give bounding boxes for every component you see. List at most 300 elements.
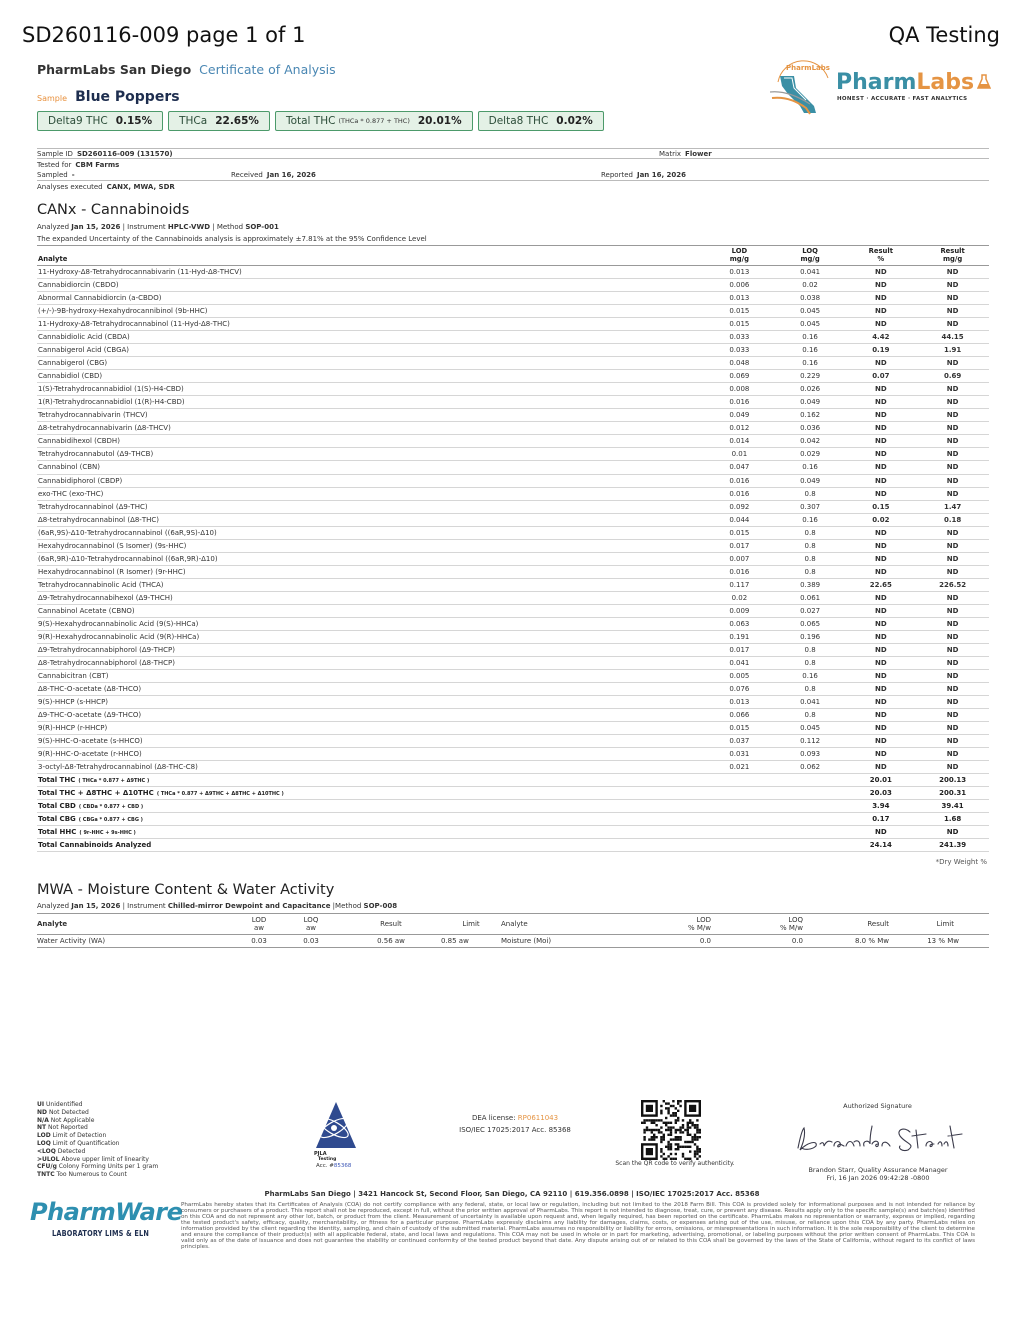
- qr-module: [699, 1148, 701, 1150]
- total-row: [37, 813, 989, 826]
- qr-module: [653, 1138, 655, 1140]
- mwa-result: 0.56 aw: [341, 935, 441, 948]
- total-mg: 200.13: [916, 774, 989, 787]
- mwa-loq2-label: LOQ: [788, 916, 803, 924]
- qr-module: [667, 1112, 669, 1114]
- result-pct: ND: [845, 487, 916, 500]
- legend-abbr: <LOQ: [37, 1147, 56, 1155]
- table-row: [37, 630, 989, 643]
- table-row: [37, 448, 989, 461]
- qr-module: [679, 1105, 681, 1107]
- result-mg: ND: [916, 591, 989, 604]
- qr-module: [665, 1102, 667, 1104]
- pharmlabs-logo: [770, 58, 992, 116]
- qr-module: [667, 1155, 669, 1157]
- qr-module: [667, 1143, 669, 1145]
- analyte-name: 1(S)-Tetrahydrocannabidiol (1(S)-H4-CBD): [37, 383, 704, 396]
- verification-qr-code[interactable]: [641, 1100, 701, 1160]
- qr-module: [667, 1107, 669, 1109]
- loq-value: 0.162: [775, 409, 846, 422]
- mwa-col-limit: Limit: [441, 914, 501, 935]
- total-pct: 3.94: [845, 800, 916, 813]
- qr-module: [660, 1112, 662, 1114]
- mwa-header-row: [37, 914, 989, 935]
- qr-caption: Scan the QR code to verify authenticity.: [615, 1160, 735, 1167]
- result-pct: ND: [845, 591, 916, 604]
- total-name: Total THC: [38, 776, 76, 785]
- loq-value: 0.062: [775, 761, 846, 774]
- result-mg: ND: [916, 435, 989, 448]
- total-empty-cell: [704, 813, 775, 826]
- total-empty-cell: [704, 826, 775, 839]
- total-empty-cell: [704, 800, 775, 813]
- analyte-name: 9(S)-HHC-O-acetate (s-HHCO): [37, 735, 704, 748]
- result-pct: ND: [845, 292, 916, 305]
- table-row: [37, 539, 989, 552]
- qr-module: [682, 1131, 684, 1133]
- col-lod-unit: mg/g: [729, 255, 750, 263]
- qr-module: [687, 1141, 689, 1143]
- col-loq-unit: mg/g: [800, 255, 820, 263]
- loq-value: 0.229: [775, 370, 846, 383]
- table-row: [37, 643, 989, 656]
- loq-value: 0.049: [775, 474, 846, 487]
- method-label: Method: [335, 902, 362, 910]
- mwa-col-result2: Result: [803, 914, 889, 935]
- total-mg: 1.68: [916, 813, 989, 826]
- qr-module: [665, 1107, 667, 1109]
- pjla-triangle-icon: [296, 1098, 376, 1150]
- result-mg: ND: [916, 318, 989, 331]
- table-row: [37, 409, 989, 422]
- sample-label: Sample: [37, 94, 67, 103]
- total-label: [37, 800, 704, 813]
- loq-value: 0.16: [775, 461, 846, 474]
- potency-summary: [37, 111, 604, 131]
- legend-abbr: ND: [37, 1108, 48, 1116]
- analyte-name: Hexahydrocannabinol (S Isomer) (9s-HHC): [37, 539, 704, 552]
- analyte-name: 9(S)-HHCP (s-HHCP): [37, 696, 704, 709]
- qr-module: [689, 1122, 691, 1124]
- table-row: [37, 565, 989, 578]
- table-row: [37, 604, 989, 617]
- mwa-col-limit2: Limit: [889, 914, 989, 935]
- dea-iso-block: [445, 1112, 585, 1136]
- lod-value: 0.044: [704, 513, 775, 526]
- qr-module: [672, 1126, 674, 1128]
- result-mg: 226.52: [916, 578, 989, 591]
- loq-value: 0.8: [775, 709, 846, 722]
- lod-value: 0.117: [704, 578, 775, 591]
- table-row: [37, 383, 989, 396]
- qr-module: [677, 1148, 679, 1150]
- result-mg: ND: [916, 709, 989, 722]
- mwa-col-loq: [281, 914, 341, 935]
- col-result-mg-unit: mg/g: [942, 255, 963, 263]
- result-mg: ND: [916, 683, 989, 696]
- total-label: [37, 826, 704, 839]
- info-row-sample-id: [37, 148, 989, 159]
- report-category: QA Testing: [888, 23, 1000, 47]
- total-row: [37, 800, 989, 813]
- loq-value: 0.8: [775, 552, 846, 565]
- signature-title: Authorized Signature: [843, 1102, 912, 1110]
- lod-value: 0.076: [704, 683, 775, 696]
- qr-module: [653, 1136, 655, 1138]
- lod-value: 0.015: [704, 305, 775, 318]
- lod-value: 0.012: [704, 422, 775, 435]
- result-mg: ND: [916, 409, 989, 422]
- tested-for-value: CBM Farms: [75, 160, 120, 169]
- qr-module: [643, 1138, 645, 1140]
- lod-value: 0.092: [704, 500, 775, 513]
- canx-title: CANx - Cannabinoids: [37, 202, 190, 218]
- result-mg: ND: [916, 669, 989, 682]
- qr-module: [675, 1119, 677, 1121]
- instrument-value: Chilled-mirror Dewpoint and Capacitance: [167, 902, 331, 910]
- qr-module: [670, 1146, 672, 1148]
- qr-module: [689, 1134, 691, 1136]
- analyzed-value: Jan 15, 2026: [71, 902, 121, 910]
- result-mg: ND: [916, 722, 989, 735]
- table-row: [37, 656, 989, 669]
- analyte-name: Cannabidiol (CBD): [37, 370, 704, 383]
- table-row: [37, 344, 989, 357]
- analyte-name: Cannabinol (CBN): [37, 461, 704, 474]
- table-row: [37, 552, 989, 565]
- qr-module: [651, 1136, 653, 1138]
- mwa-col-result: Result: [341, 914, 441, 935]
- lod-value: 0.017: [704, 643, 775, 656]
- lod-value: 0.063: [704, 617, 775, 630]
- result-mg: ND: [916, 617, 989, 630]
- legend-item: [37, 1163, 158, 1171]
- lab-line: [37, 62, 336, 77]
- analyte-name: Tetrahydrocannabinol (Δ9-THC): [37, 500, 704, 513]
- qr-module: [677, 1143, 679, 1145]
- qr-module: [660, 1136, 662, 1138]
- result-pct: ND: [845, 735, 916, 748]
- qr-module: [667, 1102, 669, 1104]
- qr-module: [663, 1100, 665, 1102]
- table-row: [37, 292, 989, 305]
- qr-module: [665, 1117, 667, 1119]
- result-pct: ND: [845, 552, 916, 565]
- table-row: [37, 513, 989, 526]
- result-pct: ND: [845, 722, 916, 735]
- result-mg: ND: [916, 735, 989, 748]
- result-pct: ND: [845, 396, 916, 409]
- analyte-name: Cannabinol Acetate (CBNO): [37, 604, 704, 617]
- legend-item: [37, 1109, 158, 1117]
- method-value: SOP-008: [363, 902, 398, 910]
- analyte-name: 9(R)-HHCP (r-HHCP): [37, 722, 704, 735]
- qr-module: [694, 1138, 696, 1140]
- total-empty-cell: [704, 839, 775, 852]
- loq-value: 0.027: [775, 604, 846, 617]
- table-row: [37, 761, 989, 774]
- qr-module: [675, 1114, 677, 1116]
- sample-id-value: SD260116-009 (131570): [76, 149, 173, 158]
- legend-meaning: Detected: [57, 1147, 86, 1155]
- result-mg: ND: [916, 383, 989, 396]
- table-row: [37, 266, 989, 279]
- analyte-name: Δ8-tetrahydrocannabinol (Δ8-THC): [37, 513, 704, 526]
- table-row: [37, 318, 989, 331]
- lod-value: 0.037: [704, 735, 775, 748]
- result-mg: 44.15: [916, 331, 989, 344]
- total-mg: 241.39: [916, 839, 989, 852]
- lod-value: 0.066: [704, 709, 775, 722]
- qr-module: [699, 1150, 701, 1152]
- qr-module: [653, 1119, 655, 1121]
- result-mg: ND: [916, 474, 989, 487]
- mwa-meta: Analyzed Jan 15, 2026 | Instrument Chilled-mirror Dewpoint and Capacitance |Method SOP-008: [37, 902, 398, 910]
- mwa-col-lod2: [651, 914, 711, 935]
- result-pct: 0.02: [845, 513, 916, 526]
- qr-module: [675, 1122, 677, 1124]
- qr-module: [696, 1153, 698, 1155]
- qr-module: [694, 1126, 696, 1128]
- total-formula: ( THCa * 0.877 + Δ9THC + Δ8THC + Δ10THC ): [156, 791, 284, 798]
- legend-abbr: LOQ: [37, 1139, 51, 1147]
- result-mg: ND: [916, 539, 989, 552]
- result-pct: ND: [845, 526, 916, 539]
- lod-value: 0.009: [704, 604, 775, 617]
- analyte-name: 9(S)-Hexahydrocannabinolic Acid (9(S)-HHCa): [37, 617, 704, 630]
- result-pct: ND: [845, 630, 916, 643]
- analyte-name: Δ9-Tetrahydrocannabiphorol (Δ9-THCP): [37, 643, 704, 656]
- legend-item: [37, 1117, 158, 1125]
- signatory-name: Brandon Starr, Quality Assurance Manager: [808, 1166, 948, 1174]
- result-pct: ND: [845, 435, 916, 448]
- analyte-name: Cannabidiphorol (CBDP): [37, 474, 704, 487]
- qr-module: [667, 1146, 669, 1148]
- table-row: [37, 617, 989, 630]
- result-mg: ND: [916, 279, 989, 292]
- result-pct: ND: [845, 474, 916, 487]
- qr-module: [658, 1119, 660, 1121]
- result-pct: ND: [845, 318, 916, 331]
- lod-value: 0.021: [704, 761, 775, 774]
- loq-value: 0.8: [775, 643, 846, 656]
- analyzed-value: Jan 15, 2026: [71, 223, 121, 231]
- lod-value: 0.008: [704, 383, 775, 396]
- qr-module: [699, 1155, 701, 1157]
- pill-label: THCa: [179, 115, 208, 127]
- result-pct: ND: [845, 279, 916, 292]
- qr-module: [670, 1143, 672, 1145]
- analyzed-label: Analyzed: [37, 902, 70, 910]
- result-mg: ND: [916, 748, 989, 761]
- qr-module: [675, 1153, 677, 1155]
- qr-module: [667, 1129, 669, 1131]
- loq-value: 0.8: [775, 565, 846, 578]
- lod-value: 0.015: [704, 722, 775, 735]
- qr-module: [694, 1143, 696, 1145]
- qr-module: [699, 1131, 701, 1133]
- mwa-col-analyte: Analyte: [37, 914, 237, 935]
- qr-module: [689, 1126, 691, 1128]
- qr-module: [643, 1129, 645, 1131]
- analyte-name: Δ8-tetrahydrocannabivarin (Δ8-THCV): [37, 422, 704, 435]
- analyte-name: Tetrahydrocannabutol (Δ9-THCB): [37, 448, 704, 461]
- qr-module: [677, 1100, 679, 1102]
- qr-module: [651, 1119, 653, 1121]
- result-pct: ND: [845, 643, 916, 656]
- mwa-lod2-unit: % M/w: [688, 924, 711, 932]
- lod-value: 0.006: [704, 279, 775, 292]
- result-mg: ND: [916, 448, 989, 461]
- mwa-col-analyte2: Analyte: [501, 914, 651, 935]
- qr-module: [667, 1110, 669, 1112]
- lod-value: 0.016: [704, 474, 775, 487]
- result-pct: 22.65: [845, 578, 916, 591]
- tested-for-label: Tested for: [37, 160, 72, 169]
- qr-module: [694, 1124, 696, 1126]
- lod-value: 0.016: [704, 396, 775, 409]
- analyte-name: Cannabigerol Acid (CBGA): [37, 344, 704, 357]
- lod-value: 0.013: [704, 292, 775, 305]
- matrix-value: Flower: [685, 150, 712, 158]
- col-result-pct: [845, 246, 916, 266]
- legend-meaning: Too Numerous to Count: [56, 1171, 127, 1179]
- logo-tagline: HONEST · ACCURATE · FAST ANALYTICS: [837, 96, 968, 102]
- qr-module: [660, 1131, 662, 1133]
- iso-line: ISO/IEC 17025:2017 Acc. 85368: [459, 1126, 571, 1134]
- qr-module: [660, 1138, 662, 1140]
- col-lod-label: LOD: [731, 247, 748, 255]
- qr-module: [679, 1131, 681, 1133]
- total-empty-cell: [775, 800, 846, 813]
- legend-meaning: Not Reported: [48, 1124, 88, 1132]
- result-pct: ND: [845, 656, 916, 669]
- total-row: [37, 839, 989, 852]
- loq-value: 0.196: [775, 630, 846, 643]
- qr-module: [663, 1122, 665, 1124]
- loq-value: 0.8: [775, 487, 846, 500]
- pjla-acc-number: 85368: [333, 1163, 352, 1169]
- qr-module: [658, 1131, 660, 1133]
- loq-value: 0.8: [775, 526, 846, 539]
- table-row: [37, 591, 989, 604]
- qr-module: [675, 1112, 677, 1114]
- loq-value: 0.029: [775, 448, 846, 461]
- qr-module: [677, 1136, 679, 1138]
- qr-module: [675, 1143, 677, 1145]
- result-pct: ND: [845, 305, 916, 318]
- legend-item: [37, 1140, 158, 1148]
- signature-date: Fri, 16 Jan 2026 09:42:28 -0800: [826, 1174, 930, 1182]
- lod-value: 0.069: [704, 370, 775, 383]
- mwa-col-lod: [237, 914, 281, 935]
- total-mg: 200.31: [916, 787, 989, 800]
- matrix-field: [659, 150, 712, 158]
- result-pct: ND: [845, 448, 916, 461]
- qr-module: [696, 1129, 698, 1131]
- table-row: [37, 669, 989, 682]
- qr-module: [643, 1136, 645, 1138]
- total-empty-cell: [775, 839, 846, 852]
- sample-name: Blue Poppers: [75, 89, 180, 105]
- qr-module: [696, 1150, 698, 1152]
- qr-module: [660, 1141, 662, 1143]
- col-loq-label: LOQ: [802, 247, 818, 255]
- dry-weight-note: *Dry Weight %: [935, 858, 987, 866]
- qr-module: [667, 1134, 669, 1136]
- total-row: [37, 774, 989, 787]
- total-label: [37, 787, 704, 800]
- pill-label: Delta9 THC: [48, 115, 108, 127]
- qr-module: [682, 1119, 684, 1121]
- received-label: Received: [231, 171, 263, 179]
- qr-module: [641, 1122, 643, 1124]
- qr-module: [682, 1126, 684, 1128]
- total-pct: ND: [845, 826, 916, 839]
- lod-value: 0.033: [704, 331, 775, 344]
- qr-module: [655, 1136, 657, 1138]
- result-mg: ND: [916, 292, 989, 305]
- result-mg: ND: [916, 487, 989, 500]
- qr-module: [677, 1138, 679, 1140]
- qr-module: [691, 1141, 693, 1143]
- canx-uncertainty: The expanded Uncertainty of the Cannabinoids analysis is approximately ±7.81% at the 95% Confidence Level: [37, 235, 427, 243]
- qr-module: [689, 1146, 691, 1148]
- qr-module: [677, 1102, 679, 1104]
- total-empty-cell: [704, 774, 775, 787]
- mwa-loq2: 0.0: [711, 935, 803, 948]
- table-row: [37, 735, 989, 748]
- loq-value: 0.16: [775, 669, 846, 682]
- matrix-label: Matrix: [659, 150, 682, 158]
- total-label: [37, 813, 704, 826]
- pjla-name: PJLA: [314, 1151, 327, 1157]
- legend-meaning: Not Detected: [48, 1108, 89, 1116]
- qr-module: [679, 1136, 681, 1138]
- qr-module: [696, 1146, 698, 1148]
- pill-total-thc: [275, 111, 473, 131]
- result-mg: ND: [916, 565, 989, 578]
- sampled-label: Sampled: [37, 171, 68, 179]
- total-pct: 20.03: [845, 787, 916, 800]
- qr-module: [670, 1126, 672, 1128]
- qr-module: [689, 1119, 691, 1121]
- lod-value: 0.016: [704, 487, 775, 500]
- loq-value: 0.061: [775, 591, 846, 604]
- qr-module: [651, 1129, 653, 1131]
- result-mg: ND: [916, 266, 989, 279]
- table-row: [37, 487, 989, 500]
- qr-module: [651, 1122, 653, 1124]
- legend-item: [37, 1124, 158, 1132]
- table-row: [37, 709, 989, 722]
- analyte-name: Δ9-THC-O-acetate (Δ9-THCO): [37, 709, 704, 722]
- qr-module: [665, 1146, 667, 1148]
- qr-module: [687, 1129, 689, 1131]
- qr-module: [660, 1148, 662, 1150]
- result-mg: ND: [916, 305, 989, 318]
- lod-value: 0.015: [704, 526, 775, 539]
- analyte-name: Cannabidiolic Acid (CBDA): [37, 331, 704, 344]
- table-row: [37, 331, 989, 344]
- qr-module: [672, 1138, 674, 1140]
- lab-address: PharmLabs San Diego | 3421 Hancock St, Second Floor, San Diego, CA 92110 | 619.356.0898 | ISO/IEC 17025:2017 Acc. 85368: [264, 1190, 760, 1198]
- analyzed-label: Analyzed: [37, 223, 70, 231]
- instrument-value: HPLC-VWD: [167, 223, 210, 231]
- result-pct: ND: [845, 761, 916, 774]
- svg-text:PharmLabs: PharmLabs: [786, 64, 830, 72]
- result-mg: ND: [916, 396, 989, 409]
